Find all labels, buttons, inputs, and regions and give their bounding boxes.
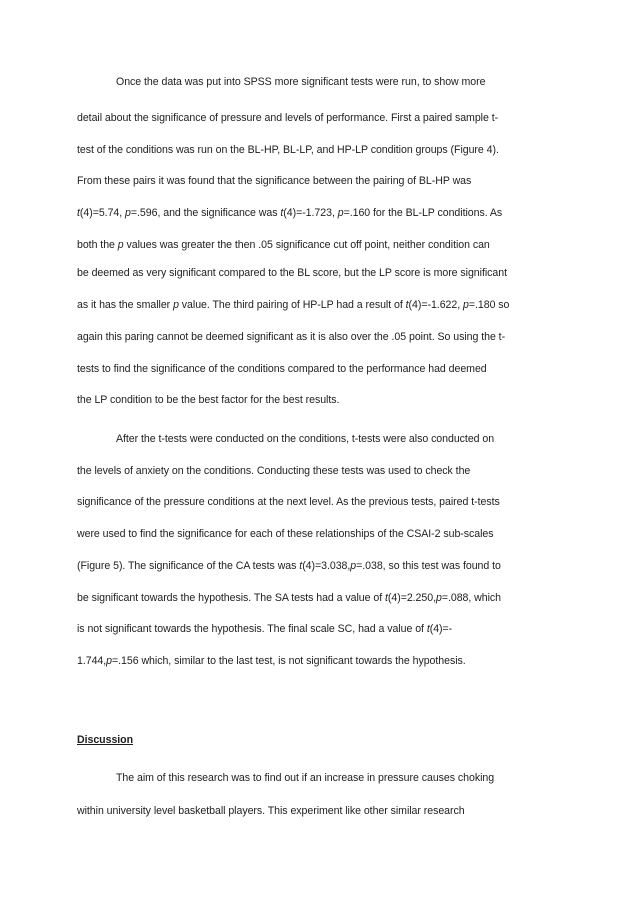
text-line: t(4)=5.74, p=.596, and the significance was t(4)=-1.723, p=.160 for the BL-LP conditions. As <box>77 207 503 219</box>
text-line: be deemed as very significant compared to the BL score, but the LP score is more significant <box>77 267 507 279</box>
text-line: significance of the pressure conditions at the next level. As the previous tests, paired t-tests <box>77 496 500 508</box>
text-line: 1.744,p=.156 which, similar to the last test, is not significant towards the hypothesis. <box>77 655 466 667</box>
text-line: From these pairs it was found that the significance between the pairing of BL-HP was <box>77 175 472 187</box>
text-line: were used to find the significance for each of these relationships of the CSAI-2 sub-scales <box>77 528 494 540</box>
text-line: detail about the significance of pressure and levels of performance. First a paired sample t- <box>77 112 499 124</box>
text-line: tests to find the significance of the conditions compared to the performance had deemed <box>77 363 487 375</box>
text-line: is not significant towards the hypothesis. The final scale SC, had a value of t(4)=- <box>77 623 453 635</box>
text-line: be significant towards the hypothesis. The SA tests had a value of t(4)=2.250,p=.088, which <box>77 592 502 604</box>
discussion-heading: Discussion <box>77 734 134 746</box>
text-line: The aim of this research was to find out if an increase in pressure causes choking <box>116 772 495 784</box>
text-line: test of the conditions was run on the BL-HP, BL-LP, and HP-LP condition groups (Figure 4). <box>77 144 499 156</box>
text-line: Once the data was put into SPSS more significant tests were run, to show more <box>116 76 486 88</box>
text-line: After the t-tests were conducted on the conditions, t-tests were also conducted on <box>116 433 495 445</box>
text-line: both the p values was greater the then .05 significance cut off point, neither condition can <box>77 239 490 251</box>
text-line: (Figure 5). The significance of the CA tests was t(4)=3.038,p=.038, so this test was found to <box>77 560 501 572</box>
text-line: as it has the smaller p value. The third pairing of HP-LP had a result of t(4)=-1.622, p=.180 so <box>77 299 510 311</box>
text-line: the levels of anxiety on the conditions. Conducting these tests was used to check the <box>77 465 471 477</box>
text-line: again this paring cannot be deemed significant as it is also over the .05 point. So using the t- <box>77 331 506 343</box>
text-line: within university level basketball players. This experiment like other similar research <box>77 805 465 817</box>
text-line: the LP condition to be the best factor for the best results. <box>77 394 340 406</box>
